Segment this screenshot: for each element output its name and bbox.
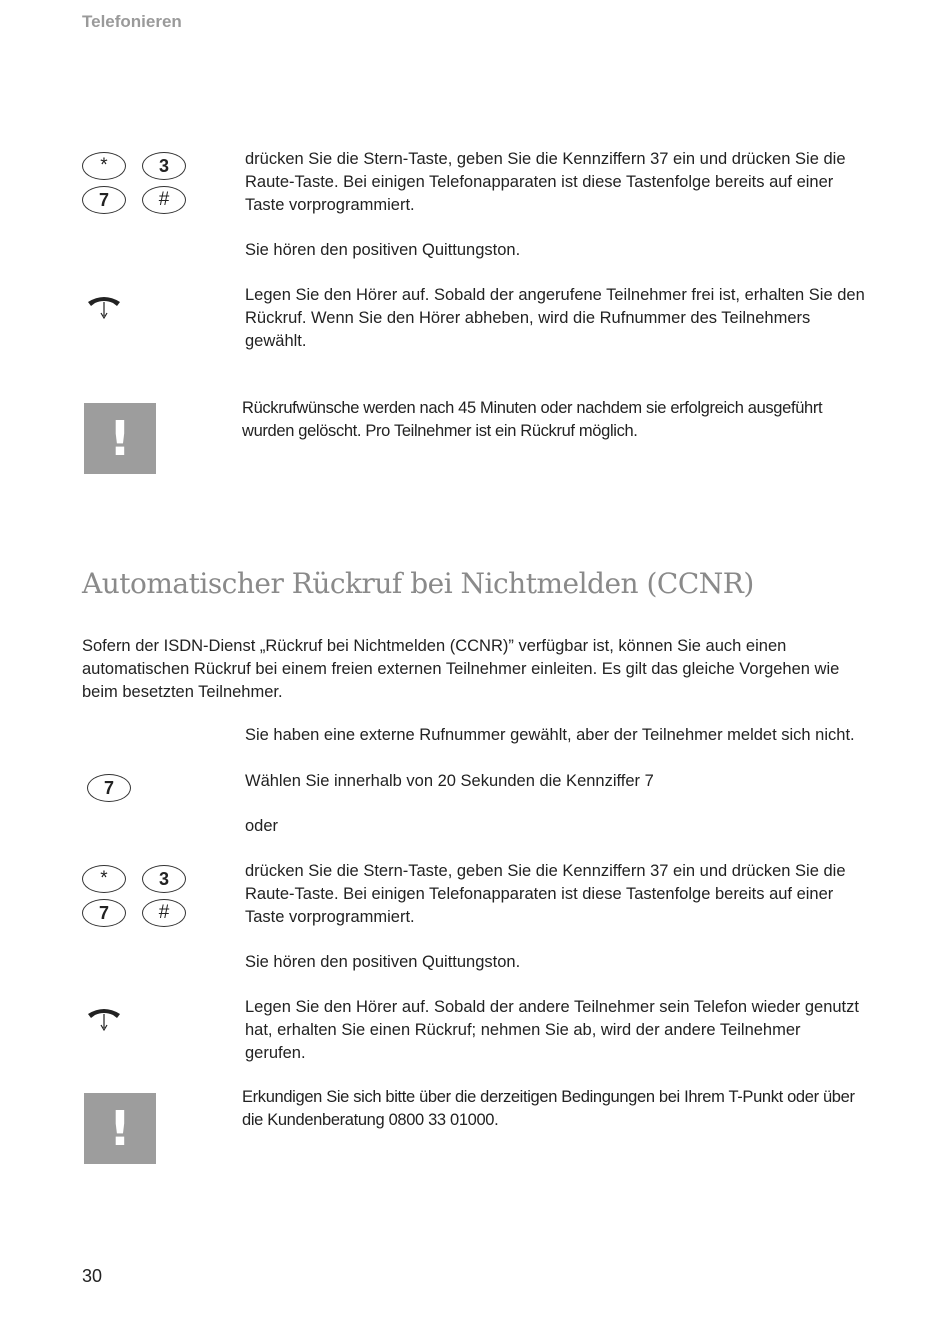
key-3-icon: 3 — [142, 865, 186, 893]
key-7-icon: 7 — [82, 899, 126, 927]
note-text: Erkundigen Sie sich bitte über die derzeitigen Bedingungen bei Ihrem T-Punkt oder über die Kundenberatung 0800 33 01000. — [242, 1088, 855, 1129]
note-text: Rückrufwünsche werden nach 45 Minuten oder nachdem sie erfolgreich ausgeführt wurden gelöscht. Pro Teilnehmer ist ein Rückruf möglich. — [242, 399, 823, 440]
hangup-instruction: Legen Sie den Hörer auf. Sobald der angerufene Teilnehmer frei ist, erhalten Sie den Rückruf. Wenn Sie den Hörer abheben, wird die Rufnummer des Teilnehmers gewählt. — [245, 286, 865, 350]
dial-instruction: drücken Sie die Stern-Taste, geben Sie die Kennziffern 37 ein und drücken Sie die Raute-Taste. Bei einigen Telefonapparaten ist diese Tastenfolge bereits auf einer Taste vorprogrammiert. — [245, 150, 846, 214]
key-3-icon: 3 — [142, 152, 186, 180]
warning-icon: ! — [84, 403, 156, 474]
key-7-icon: 7 — [82, 186, 126, 214]
key-7-icon: 7 — [87, 774, 131, 802]
section-intro: Sofern der ISDN-Dienst „Rückruf bei Nichtmelden (CCNR)” verfügbar ist, können Sie auch einen automatischen Rückruf bei einem freien externen Teilnehmer einleiten. Es gilt das gleiche Vorgehen wie beim besetzten Teilnehmer. — [82, 637, 840, 701]
running-header: Telefonieren — [82, 12, 182, 31]
hash-key-icon: # — [142, 186, 186, 214]
tone-instruction: Sie hören den positiven Quittungston. — [245, 953, 521, 971]
hangup-instruction: Legen Sie den Hörer auf. Sobald der andere Teilnehmer sein Telefon wieder genutzt hat, erhalten Sie einen Rückruf; nehmen Sie ab, wird der andere Teilnehmer gerufen. — [245, 998, 859, 1062]
star-key-icon: * — [82, 865, 126, 893]
hang-up-handset-icon — [86, 1005, 126, 1035]
section-heading: Automatischer Rückruf bei Nichtmelden (CCNR) — [82, 567, 754, 600]
or-text: oder — [245, 817, 279, 835]
page-number: 30 — [82, 1266, 103, 1286]
tone-instruction: Sie hören den positiven Quittungston. — [245, 241, 521, 259]
dialed-instruction: Sie haben eine externe Rufnummer gewählt, aber der Teilnehmer meldet sich nicht. — [245, 726, 855, 744]
hang-up-handset-icon — [86, 293, 126, 323]
warning-icon: ! — [84, 1093, 156, 1164]
dial-instruction: drücken Sie die Stern-Taste, geben Sie die Kennziffern 37 ein und drücken Sie die Raute-Taste. Bei einigen Telefonapparaten ist diese Tastenfolge bereits auf einer Taste vorprogrammiert. — [245, 862, 846, 926]
choose-7-instruction: Wählen Sie innerhalb von 20 Sekunden die Kennziffer 7 — [245, 772, 654, 790]
hash-key-icon: # — [142, 899, 186, 927]
star-key-icon: * — [82, 152, 126, 180]
